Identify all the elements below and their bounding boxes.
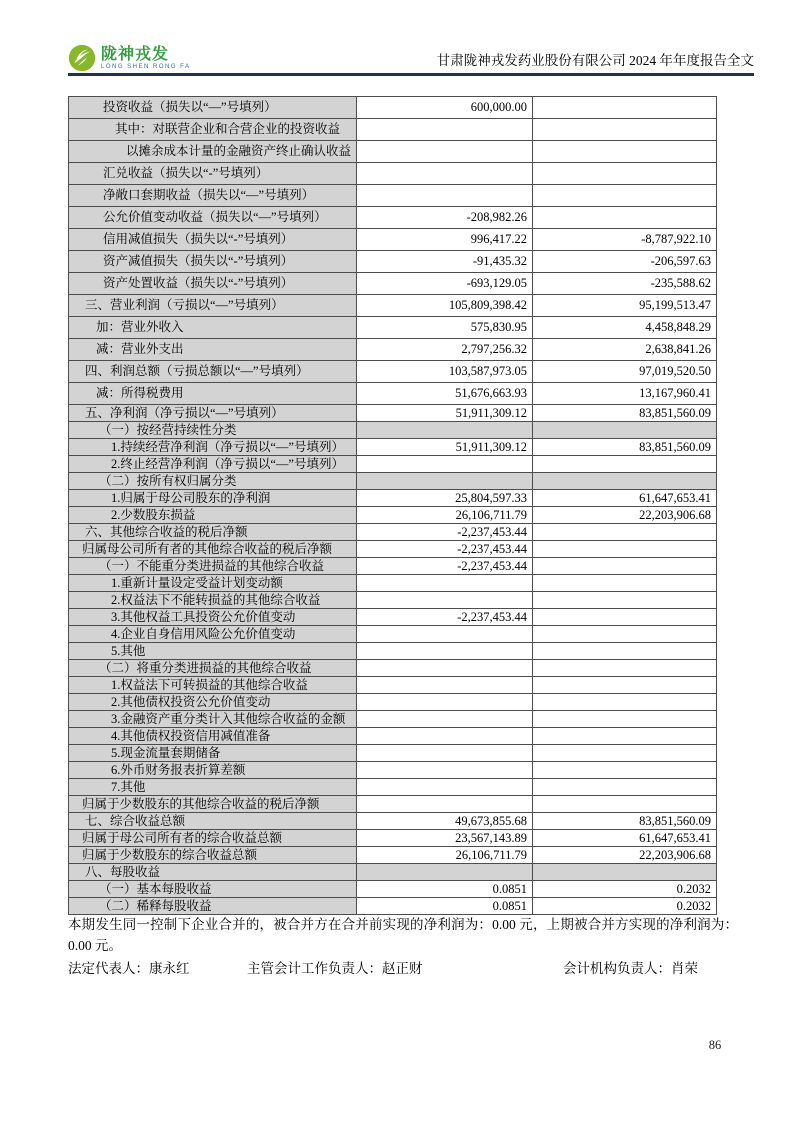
row-value-current-period-cell <box>357 575 533 592</box>
row-value-prior-period-cell <box>533 762 717 779</box>
table-row <box>69 251 717 273</box>
row-label-cell: 三、营业利润（亏损以“—”号填列） <box>69 295 357 317</box>
table-row <box>69 439 717 456</box>
row-label-cell: 信用减值损失（损失以“-”号填列） <box>69 229 357 251</box>
logo-text-block <box>101 46 191 71</box>
row-value-current-period-cell: 0.0851 <box>357 898 533 915</box>
row-value-prior-period-cell: 22,203,906.68 <box>533 847 717 864</box>
row-value-prior-period-cell: 83,851,560.09 <box>533 405 717 422</box>
row-value-prior-period-cell: 2,638,841.26 <box>533 339 717 361</box>
table-row <box>69 575 717 592</box>
row-label-cell: 净敞口套期收益（损失以“—”号填列） <box>69 185 357 207</box>
logo-company-name: 陇神戎发 <box>101 45 170 63</box>
row-value-current-period-cell <box>357 119 533 141</box>
row-label-cell: 资产处置收益（损失以“-”号填列） <box>69 273 357 295</box>
row-value-current-period-cell <box>357 762 533 779</box>
table-row <box>69 383 717 405</box>
page-number: 86 <box>708 1038 722 1052</box>
row-label-cell: （二）稀释每股收益 <box>69 898 357 915</box>
table-row <box>69 97 717 119</box>
table-row <box>69 609 717 626</box>
table-row <box>69 141 717 163</box>
row-value-current-period-cell: -208,982.26 <box>357 207 533 229</box>
row-value-prior-period-cell <box>533 185 717 207</box>
row-label-cell: 五、净利润（净亏损以“—”号填列） <box>69 405 357 422</box>
row-label-cell: 5.其他 <box>69 643 357 660</box>
signature-legal-representative: 法定代表人：康永红 <box>68 961 190 976</box>
row-value-prior-period-cell <box>533 660 717 677</box>
row-value-current-period-cell <box>357 592 533 609</box>
row-label-cell: 七、综合收益总额 <box>69 813 357 830</box>
row-label-cell: 减：营业外支出 <box>69 339 357 361</box>
row-value-current-period-cell <box>357 456 533 473</box>
row-label-cell: 八、每股收益 <box>69 864 357 881</box>
table-row <box>69 779 717 796</box>
row-value-current-period-cell: 996,417.22 <box>357 229 533 251</box>
row-value-current-period-cell: 23,567,143.89 <box>357 830 533 847</box>
table-row <box>69 847 717 864</box>
row-value-prior-period-cell <box>533 643 717 660</box>
row-label-cell: 归属于少数股东的其他综合收益的税后净额 <box>69 796 357 813</box>
row-label-cell: （二）按所有权归属分类 <box>69 473 357 490</box>
signature-accounting-head: 会计机构负责人：肖荣 <box>563 961 698 976</box>
row-value-current-period-cell: 26,106,711.79 <box>357 507 533 524</box>
row-value-current-period-cell <box>357 643 533 660</box>
row-value-current-period-cell <box>357 677 533 694</box>
signature-chief-accountant: 主管会计工作负责人：赵正财 <box>247 961 423 976</box>
row-value-prior-period-cell: 95,199,513.47 <box>533 295 717 317</box>
row-label-cell: 归属母公司所有者的其他综合收益的税后净额 <box>69 541 357 558</box>
table-row <box>69 830 717 847</box>
table-row <box>69 317 717 339</box>
table-row <box>69 728 717 745</box>
logo-subtext: LONG SHEN RONG FA <box>101 63 191 70</box>
row-value-prior-period-cell <box>533 473 717 490</box>
signatures-row <box>68 957 738 977</box>
row-value-current-period-cell <box>357 711 533 728</box>
row-label-cell: （一）不能重分类进损益的其他综合收益 <box>69 558 357 575</box>
company-logo <box>68 44 191 72</box>
table-row <box>69 405 717 422</box>
row-value-prior-period-cell <box>533 422 717 439</box>
row-value-prior-period-cell <box>533 575 717 592</box>
table-row <box>69 473 717 490</box>
table-row <box>69 185 717 207</box>
row-value-prior-period-cell: 83,851,560.09 <box>533 439 717 456</box>
row-value-prior-period-cell: 83,851,560.09 <box>533 813 717 830</box>
row-value-prior-period-cell <box>533 745 717 762</box>
row-value-current-period-cell <box>357 141 533 163</box>
row-value-current-period-cell: -2,237,453.44 <box>357 558 533 575</box>
row-value-current-period-cell: 49,673,855.68 <box>357 813 533 830</box>
row-label-cell: 3.金融资产重分类计入其他综合收益的金额 <box>69 711 357 728</box>
row-value-prior-period-cell <box>533 456 717 473</box>
row-value-current-period-cell: -2,237,453.44 <box>357 609 533 626</box>
merger-note: 本期发生同一控制下企业合并的，被合并方在合并前实现的净利润为：0.00 元，上期被合并方实现的净利润为：0.00 元。 <box>68 917 738 953</box>
table-row <box>69 660 717 677</box>
table-row <box>69 898 717 915</box>
table-row <box>69 626 717 643</box>
row-value-current-period-cell <box>357 660 533 677</box>
row-value-current-period-cell: -693,129.05 <box>357 273 533 295</box>
row-value-prior-period-cell <box>533 558 717 575</box>
row-value-current-period-cell: 105,809,398.42 <box>357 295 533 317</box>
table-row <box>69 694 717 711</box>
row-value-current-period-cell: 51,911,309.12 <box>357 405 533 422</box>
row-value-current-period-cell <box>357 473 533 490</box>
table-row <box>69 592 717 609</box>
row-value-prior-period-cell: 61,647,653.41 <box>533 830 717 847</box>
row-label-cell: 5.现金流量套期储备 <box>69 745 357 762</box>
row-value-current-period-cell: -2,237,453.44 <box>357 541 533 558</box>
row-value-current-period-cell <box>357 626 533 643</box>
table-row <box>69 163 717 185</box>
row-label-cell: 1.持续经营净利润（净亏损以“—”号填列） <box>69 439 357 456</box>
table-row <box>69 677 717 694</box>
table-row <box>69 541 717 558</box>
row-value-current-period-cell <box>357 422 533 439</box>
row-label-cell: 归属于少数股东的综合收益总额 <box>69 847 357 864</box>
row-value-prior-period-cell: 13,167,960.41 <box>533 383 717 405</box>
row-label-cell: 六、其他综合收益的税后净额 <box>69 524 357 541</box>
table-row <box>69 745 717 762</box>
table-row <box>69 295 717 317</box>
table-row <box>69 490 717 507</box>
row-value-prior-period-cell: -235,588.62 <box>533 273 717 295</box>
report-header <box>68 44 754 72</box>
row-label-cell: 2.终止经营净利润（净亏损以“—”号填列） <box>69 456 357 473</box>
row-label-cell: 4.企业自身信用风险公允价值变动 <box>69 626 357 643</box>
row-value-prior-period-cell: -8,787,922.10 <box>533 229 717 251</box>
table-row <box>69 643 717 660</box>
row-value-prior-period-cell <box>533 119 717 141</box>
row-value-prior-period-cell <box>533 609 717 626</box>
row-value-current-period-cell: 26,106,711.79 <box>357 847 533 864</box>
table-row <box>69 813 717 830</box>
table-row <box>69 422 717 439</box>
row-value-current-period-cell: 600,000.00 <box>357 97 533 119</box>
row-value-prior-period-cell: 4,458,848.29 <box>533 317 717 339</box>
row-label-cell: 资产减值损失（损失以“-”号填列） <box>69 251 357 273</box>
row-value-prior-period-cell <box>533 779 717 796</box>
row-value-prior-period-cell <box>533 207 717 229</box>
table-row <box>69 361 717 383</box>
row-value-prior-period-cell <box>533 592 717 609</box>
row-label-cell: 以摊余成本计量的金融资产终止确认收益 <box>69 141 357 163</box>
table-row <box>69 881 717 898</box>
row-label-cell: （一）基本每股收益 <box>69 881 357 898</box>
table-row <box>69 796 717 813</box>
row-label-cell: 四、利润总额（亏损总额以“—”号填列） <box>69 361 357 383</box>
row-value-prior-period-cell <box>533 524 717 541</box>
table-row <box>69 507 717 524</box>
row-value-prior-period-cell: -206,597.63 <box>533 251 717 273</box>
row-value-prior-period-cell <box>533 796 717 813</box>
row-value-current-period-cell: 51,911,309.12 <box>357 439 533 456</box>
row-label-cell: 其中：对联营企业和合营企业的投资收益 <box>69 119 357 141</box>
row-label-cell: 2.其他债权投资公允价值变动 <box>69 694 357 711</box>
table-row <box>69 524 717 541</box>
row-value-current-period-cell: 103,587,973.05 <box>357 361 533 383</box>
row-value-current-period-cell: -91,435.32 <box>357 251 533 273</box>
row-value-current-period-cell: 575,830.95 <box>357 317 533 339</box>
table-row <box>69 207 717 229</box>
table-row <box>69 711 717 728</box>
row-label-cell: （二）将重分类进损益的其他综合收益 <box>69 660 357 677</box>
row-value-prior-period-cell <box>533 626 717 643</box>
row-value-current-period-cell <box>357 728 533 745</box>
row-value-current-period-cell <box>357 745 533 762</box>
row-label-cell: 6.外币财务报表折算差额 <box>69 762 357 779</box>
row-value-prior-period-cell: 97,019,520.50 <box>533 361 717 383</box>
row-label-cell: 加：营业外收入 <box>69 317 357 339</box>
table-row <box>69 229 717 251</box>
row-label-cell: 3.其他权益工具投资公允价值变动 <box>69 609 357 626</box>
row-label-cell: 2.少数股东损益 <box>69 507 357 524</box>
logo-bird-icon <box>68 44 96 72</box>
row-value-prior-period-cell <box>533 677 717 694</box>
report-title: 甘肃陇神戎发药业股份有限公司 2024 年年度报告全文 <box>436 53 754 68</box>
row-value-current-period-cell: 51,676,663.93 <box>357 383 533 405</box>
table-row <box>69 339 717 361</box>
row-label-cell: 汇兑收益（损失以“-”号填列） <box>69 163 357 185</box>
row-label-cell: 1.重新计量设定受益计划变动额 <box>69 575 357 592</box>
row-value-current-period-cell <box>357 163 533 185</box>
row-label-cell: 4.其他债权投资信用减值准备 <box>69 728 357 745</box>
table-row <box>69 119 717 141</box>
row-value-prior-period-cell <box>533 864 717 881</box>
row-label-cell: 1.归属于母公司股东的净利润 <box>69 490 357 507</box>
row-value-prior-period-cell: 22,203,906.68 <box>533 507 717 524</box>
row-value-prior-period-cell <box>533 163 717 185</box>
row-value-prior-period-cell <box>533 541 717 558</box>
table-row <box>69 762 717 779</box>
row-value-current-period-cell <box>357 694 533 711</box>
row-value-current-period-cell <box>357 185 533 207</box>
row-label-cell: 1.权益法下可转损益的其他综合收益 <box>69 677 357 694</box>
row-label-cell: 减：所得税费用 <box>69 383 357 405</box>
row-value-current-period-cell <box>357 796 533 813</box>
table-row <box>69 456 717 473</box>
row-value-prior-period-cell <box>533 97 717 119</box>
row-value-current-period-cell: -2,237,453.44 <box>357 524 533 541</box>
row-value-current-period-cell: 25,804,597.33 <box>357 490 533 507</box>
row-value-current-period-cell <box>357 864 533 881</box>
row-label-cell: 归属于母公司所有者的综合收益总额 <box>69 830 357 847</box>
row-value-prior-period-cell: 61,647,653.41 <box>533 490 717 507</box>
row-value-prior-period-cell <box>533 694 717 711</box>
header-rule <box>68 73 754 76</box>
table-row <box>69 273 717 295</box>
income-statement-table <box>68 96 717 915</box>
table-row <box>69 558 717 575</box>
row-label-cell: 2.权益法下不能转损益的其他综合收益 <box>69 592 357 609</box>
row-value-prior-period-cell: 0.2032 <box>533 881 717 898</box>
row-value-prior-period-cell <box>533 728 717 745</box>
row-value-prior-period-cell: 0.2032 <box>533 898 717 915</box>
row-value-prior-period-cell <box>533 711 717 728</box>
row-label-cell: 投资收益（损失以“—”号填列） <box>69 97 357 119</box>
row-value-current-period-cell <box>357 779 533 796</box>
row-label-cell: （一）按经营持续性分类 <box>69 422 357 439</box>
row-label-cell: 公允价值变动收益（损失以“—”号填列） <box>69 207 357 229</box>
row-value-current-period-cell: 0.0851 <box>357 881 533 898</box>
table-row <box>69 864 717 881</box>
row-value-prior-period-cell <box>533 141 717 163</box>
row-label-cell: 7.其他 <box>69 779 357 796</box>
row-value-current-period-cell: 2,797,256.32 <box>357 339 533 361</box>
